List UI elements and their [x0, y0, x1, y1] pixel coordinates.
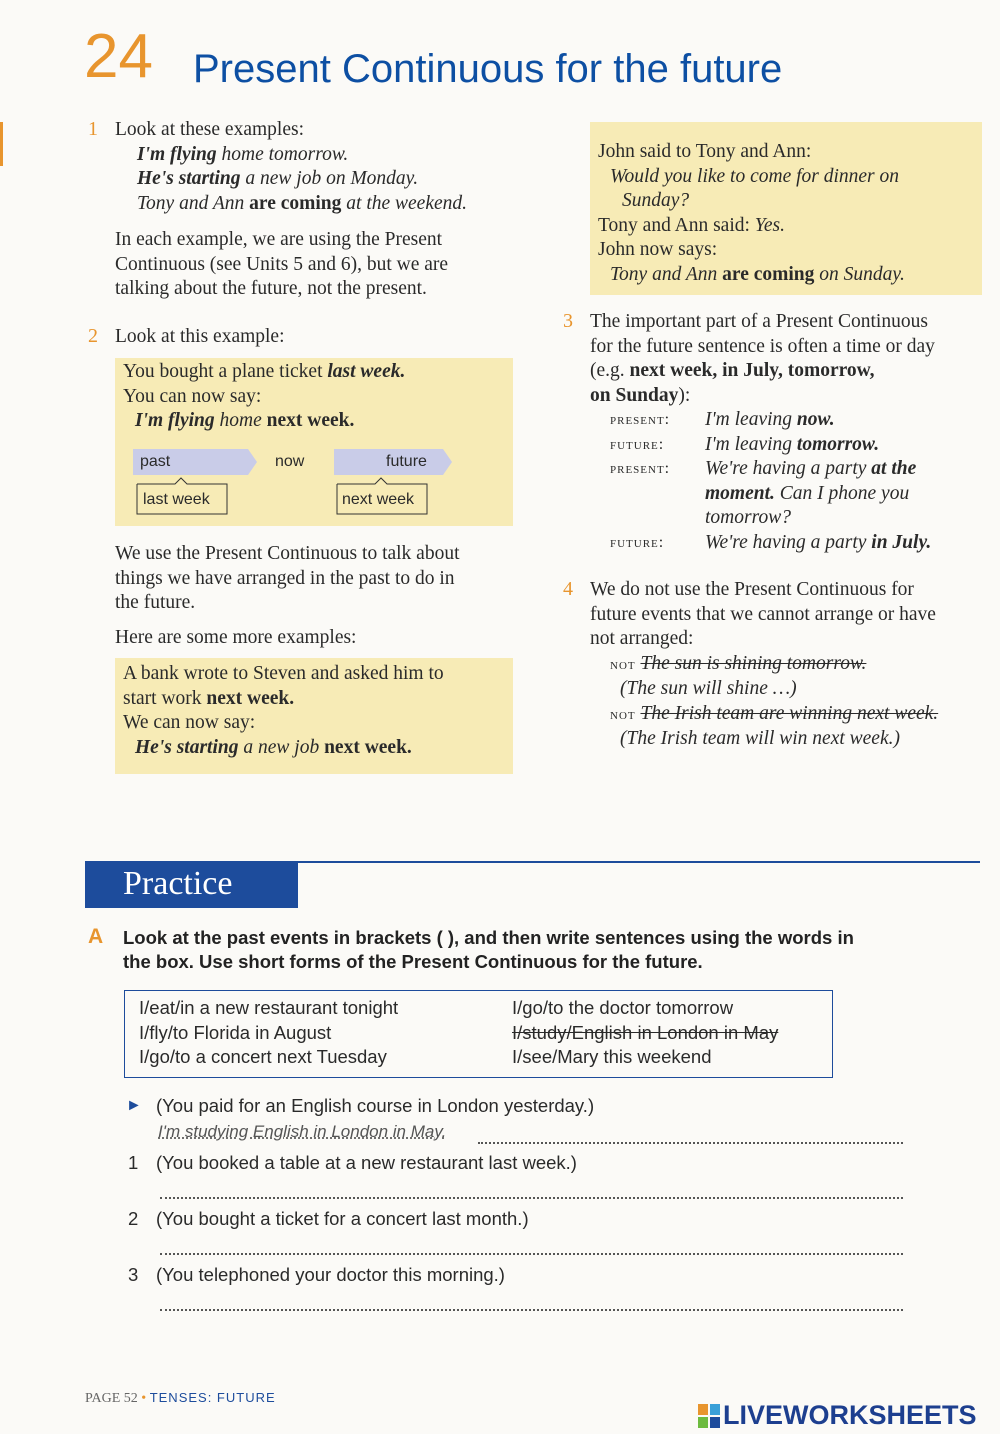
word-box-item: I/see/Mary this weekend: [512, 1046, 712, 1067]
liveworksheets-logo-icon: [698, 1404, 720, 1428]
section-4-number: 4: [563, 578, 573, 600]
section-2-intro: Look at this example:: [115, 326, 285, 347]
item-number: 3: [128, 1264, 139, 1285]
example-line: I'm flying home tomorrow.: [137, 143, 349, 165]
word-box-item: I/eat/in a new restaurant tonight: [139, 997, 399, 1018]
example-box-dinner: John said to Tony and Ann: Would you like to come for dinner on Sunday? Tony and Ann said: Yes. John now says: Tony and Ann are coming on Sunday.: [590, 122, 982, 295]
example-line: He's starting a new job on Monday.: [137, 168, 419, 189]
answer-line-1[interactable]: [160, 1197, 903, 1199]
answer-line-3[interactable]: [160, 1309, 903, 1311]
section-3: The important part of a Present Continuous for the future sentence is often a time or day (e.g. next week, in July, tomorrow, on Sunday):: [590, 311, 935, 406]
wrong-sentence: The Irish team are winning next week.: [640, 702, 939, 724]
brand-logo: [698, 1400, 977, 1431]
answer-line-example: [478, 1142, 903, 1144]
page-title: Present Continuous for the future: [193, 47, 783, 91]
example-box-bank: A bank wrote to Steven and asked him to start work next week. We can now say: He's starting a new job next week.: [115, 658, 513, 774]
example-line: Tony and Ann are coming at the weekend.: [137, 192, 468, 214]
item-prompt: (You booked a table at a new restaurant last week.): [156, 1152, 577, 1173]
more-examples-label: Here are some more examples:: [115, 627, 357, 648]
example-answer: I'm studying English in London in May.: [158, 1122, 447, 1141]
word-box-item: I/go/to the doctor tomorrow: [512, 997, 734, 1018]
practice-rule: [298, 861, 980, 863]
next-week-label: next week: [342, 491, 415, 508]
para-line: Continuous (see Units 5 and 6), but we are: [115, 253, 449, 275]
item-number: 1: [128, 1152, 139, 1173]
exercise-instruction: Look at the past events in brackets ( ), and then write sentences using the words in the box. Use short forms of the Present Continuous for the future.: [123, 927, 854, 972]
word-box-item: I/go/to a concert next Tuesday: [139, 1046, 387, 1067]
section-1-intro: Look at these examples:: [115, 119, 304, 140]
word-box-item: I/fly/to Florida in August: [139, 1021, 332, 1043]
section-4: We do not use the Present Continuous for future events that we cannot arrange or have not arranged: not The sun is shining tomorrow. (The sun will shine …) not The Irish team are winning next week. (The Irish team will win next week.): [590, 579, 939, 749]
page-number: PAGE 52: [85, 1391, 138, 1406]
section-1: [115, 118, 555, 302]
para-line: talking about the future, not the present.: [115, 278, 427, 299]
exercise-letter: A: [88, 925, 104, 948]
last-week-label: last week: [143, 491, 210, 508]
future-label: future: [386, 453, 427, 470]
unit-number: 24: [84, 22, 153, 91]
section-2-para: We use the Present Continuous to talk about things we have arranged in the past to do in the future.: [115, 543, 460, 613]
example-marker: ►: [126, 1097, 142, 1114]
example-prompt: (You paid for an English course in London yesterday.): [156, 1095, 595, 1116]
footer-section: TENSES: FUTURE: [149, 1390, 276, 1405]
para-line: In each example, we are using the Present: [115, 229, 443, 250]
example-box-plane: You bought a plane ticket last week. You can now say: I'm flying home next week. past now future last week next week: [115, 358, 513, 526]
section-3-number: 3: [563, 310, 573, 332]
margin-mark: [0, 122, 3, 166]
item-prompt: (You telephoned your doctor this morning.): [156, 1264, 505, 1285]
footer-bullet: •: [141, 1391, 147, 1406]
brand-name: LIVEWORKSHEETS: [723, 1400, 977, 1430]
item-prompt: (You bought a ticket for a concert last month.): [156, 1208, 529, 1229]
section-1-number: 1: [88, 118, 98, 140]
tense-table: present: I'm leaving now. future: I'm leaving tomorrow. present: We're having a party at the moment. Can I phone you tomorrow? future: We're having a party in July.: [610, 409, 932, 553]
word-box-item-used: I/study/English in London in May: [512, 1021, 779, 1043]
item-number: 2: [128, 1208, 139, 1229]
practice-heading: Practice: [85, 861, 298, 908]
answer-line-2[interactable]: [160, 1253, 903, 1255]
word-box: [124, 990, 833, 1078]
section-2-number: 2: [88, 325, 98, 347]
wrong-sentence: The sun is shining tomorrow.: [640, 652, 867, 674]
past-label: past: [140, 453, 171, 470]
now-label: now: [275, 453, 305, 470]
footer: [85, 1390, 276, 1407]
